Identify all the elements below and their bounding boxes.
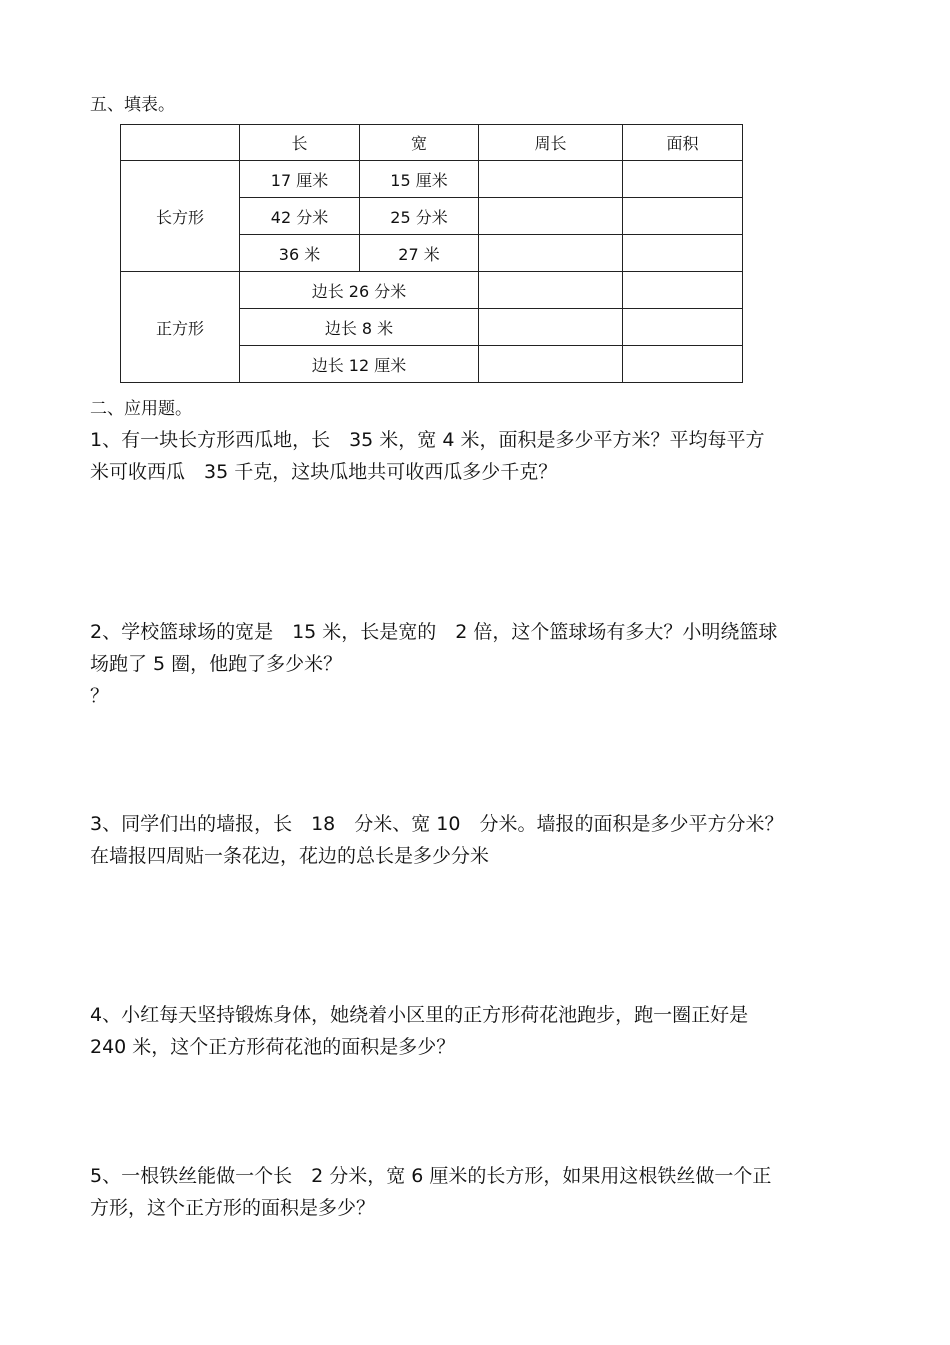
problem-1 xyxy=(90,424,840,488)
section-two-title: 二、应用题。 xyxy=(90,399,192,419)
area-answer-cell[interactable] xyxy=(623,346,743,383)
problem-text-line: 4、小红每天坚持锻炼身体，她绕着小区里的正方形荷花池跑步，跑一圈正好是 xyxy=(90,1004,749,1026)
square-side-cell: 边长 26 分米 xyxy=(240,272,479,309)
area-answer-cell[interactable] xyxy=(623,161,743,198)
problem-text-line: 场跑了 5 圈，他跑了多少米？ xyxy=(90,653,343,675)
header-area: 面积 xyxy=(623,125,743,161)
rect-width-cell: 27 米 xyxy=(360,235,479,272)
area-answer-cell[interactable] xyxy=(623,198,743,235)
rect-length-cell: 17 厘米 xyxy=(240,161,360,198)
problem-text-line: 米可收西瓜 35 千克，这块瓜地共可收西瓜多少千克？ xyxy=(90,461,558,483)
problem-text-line: ？ xyxy=(90,685,110,707)
square-side-cell: 边长 8 米 xyxy=(240,309,479,346)
perimeter-answer-cell[interactable] xyxy=(479,161,623,198)
problem-2 xyxy=(90,616,840,712)
header-blank-cell xyxy=(121,125,240,161)
perimeter-answer-cell[interactable] xyxy=(479,235,623,272)
problem-text-line: 在墙报四周贴一条花边，花边的总长是多少分米 xyxy=(90,845,490,867)
rect-width-cell: 15 厘米 xyxy=(360,161,479,198)
problem-text-line: 240 米，这个正方形荷花池的面积是多少？ xyxy=(90,1036,456,1058)
problem-text-line: 方形，这个正方形的面积是多少？ xyxy=(90,1197,376,1219)
perimeter-answer-cell[interactable] xyxy=(479,272,623,309)
rect-width-cell: 25 分米 xyxy=(360,198,479,235)
table-header-row xyxy=(121,125,743,161)
problem-4 xyxy=(90,999,840,1063)
section-five-title: 五、填表。 xyxy=(90,95,175,115)
problem-text-line: 5、一根铁丝能做一个长 2 分米，宽 6 厘米的长方形，如果用这根铁丝做一个正 xyxy=(90,1165,772,1187)
rect-length-cell: 36 米 xyxy=(240,235,360,272)
square-side-cell: 边长 12 厘米 xyxy=(240,346,479,383)
problem-text-line: 3、同学们出的墙报，长 18 分米、宽 10 分米。墙报的面积是多少平方分米？ xyxy=(90,813,784,835)
fill-in-table xyxy=(120,124,743,383)
rectangle-label: 长方形 xyxy=(121,161,240,272)
header-width: 宽 xyxy=(360,125,479,161)
area-answer-cell[interactable] xyxy=(623,272,743,309)
problem-5 xyxy=(90,1160,840,1224)
header-length: 长 xyxy=(240,125,360,161)
perimeter-answer-cell[interactable] xyxy=(479,346,623,383)
table-row xyxy=(121,161,743,198)
problem-3 xyxy=(90,808,840,872)
perimeter-answer-cell[interactable] xyxy=(479,309,623,346)
table-row xyxy=(121,272,743,309)
perimeter-answer-cell[interactable] xyxy=(479,198,623,235)
problem-text-line: 1、有一块长方形西瓜地，长 35 米，宽 4 米，面积是多少平方米？平均每平方 xyxy=(90,429,765,451)
square-label: 正方形 xyxy=(121,272,240,383)
rect-length-cell: 42 分米 xyxy=(240,198,360,235)
area-answer-cell[interactable] xyxy=(623,309,743,346)
problem-text-line: 2、学校篮球场的宽是 15 米，长是宽的 2 倍，这个篮球场有多大？小明绕篮球 xyxy=(90,621,778,643)
header-perimeter: 周长 xyxy=(479,125,623,161)
area-answer-cell[interactable] xyxy=(623,235,743,272)
